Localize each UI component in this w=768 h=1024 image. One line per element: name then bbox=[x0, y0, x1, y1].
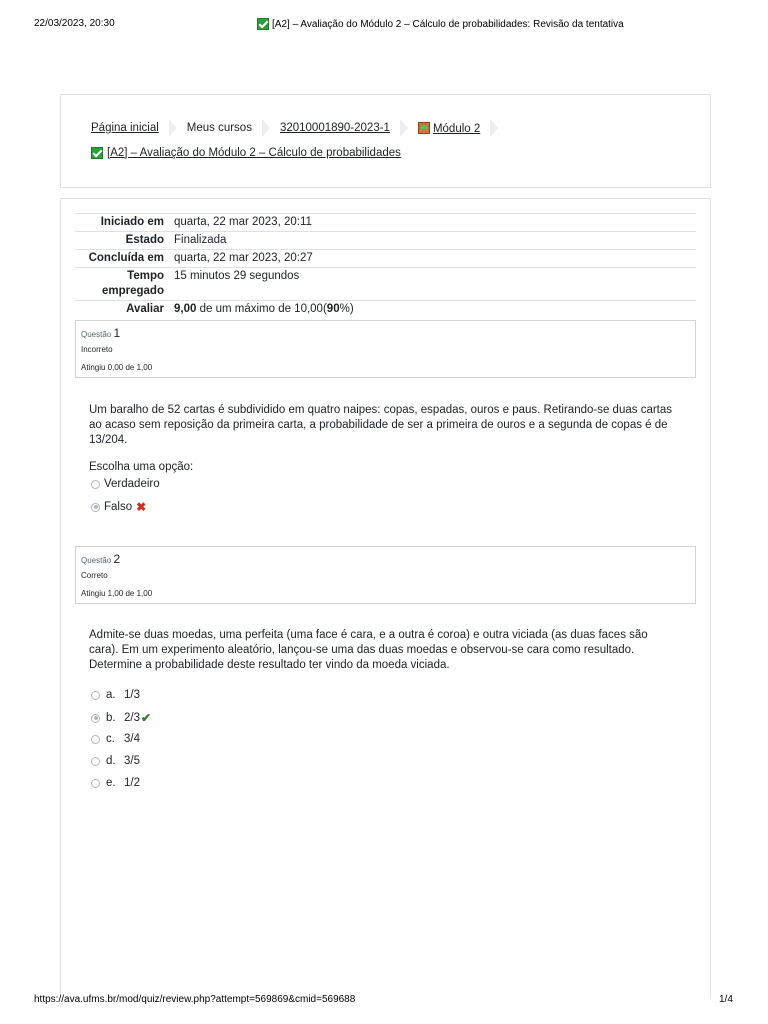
grade-percent: 90 bbox=[326, 303, 340, 315]
grade-score: 9,00 bbox=[174, 303, 197, 315]
option-letter: e. bbox=[106, 777, 116, 789]
attempt-summary-table bbox=[75, 213, 696, 318]
question-prefix: Questão bbox=[81, 556, 112, 565]
question-number-value: 2 bbox=[113, 552, 121, 566]
summary-row-time-taken bbox=[75, 267, 696, 300]
question-2-text: Admite-se duas moedas, uma perfeita (uma face é cara, e a outra é coroa) e outra viciada (as duas faces são cara). Em um experimento aleatório, lançou-se uma das duas moedas e observou-se cara como resultado. Determine a probabilidade deste resultado ter vindo da moeda viciada. bbox=[89, 629, 648, 671]
question-grade: Atingiu 1,00 de 1,00 bbox=[81, 589, 153, 598]
radio-button-checked[interactable] bbox=[91, 714, 100, 723]
grade-max-text: de um máximo de 10,00( bbox=[196, 303, 327, 315]
option-label: 3/5 bbox=[124, 755, 140, 767]
radio-button[interactable] bbox=[91, 480, 100, 489]
summary-label: Estado bbox=[125, 234, 164, 246]
option-letter: a. bbox=[106, 689, 116, 701]
grade-percent-suffix: %) bbox=[339, 303, 354, 315]
option-label: 3/4 bbox=[124, 733, 140, 745]
summary-value: 15 minutos 29 segundos bbox=[174, 270, 300, 282]
option-label: Falso bbox=[104, 501, 133, 513]
page-header-card bbox=[60, 94, 711, 188]
radio-button[interactable] bbox=[91, 691, 100, 700]
summary-value: Finalizada bbox=[174, 234, 227, 246]
summary-label: Tempo empregado bbox=[102, 270, 164, 297]
question-number-value: 1 bbox=[113, 326, 121, 340]
summary-row-completed bbox=[75, 249, 696, 267]
summary-row-state bbox=[75, 231, 696, 249]
question-1-text: Um baralho de 52 cartas é subdividido em quatro naipes: copas, espadas, ouros e paus. Retirando-se duas cartas ao acaso sem reposição da primeira carta, a probabilidade de ser a primeira de ouros e a segunda de copas é de 13/204. bbox=[89, 404, 673, 446]
option-letter: c. bbox=[106, 733, 115, 745]
breadcrumb-module-label: Módulo 2 bbox=[432, 122, 481, 135]
radio-button[interactable] bbox=[91, 779, 100, 788]
quiz-title-text: [A2] – Avaliação do Módulo 2 – Cálculo de probabilidades bbox=[107, 147, 401, 159]
question-prefix: Questão bbox=[81, 330, 112, 339]
breadcrumb-my-courses: Meus cursos bbox=[186, 122, 252, 134]
quiz-checkbox-icon bbox=[91, 147, 103, 159]
summary-value: quarta, 22 mar 2023, 20:11 bbox=[174, 216, 312, 228]
radio-button-checked[interactable] bbox=[91, 503, 100, 512]
question-2-option-d[interactable] bbox=[91, 755, 140, 767]
summary-grade-value bbox=[174, 301, 696, 318]
module-book-icon bbox=[418, 122, 430, 134]
print-page-number: 1/4 bbox=[719, 994, 733, 1005]
print-url: https://ava.ufms.br/mod/quiz/review.php?attempt=569869&cmid=569688 bbox=[34, 994, 356, 1005]
summary-value: quarta, 22 mar 2023, 20:27 bbox=[174, 252, 313, 264]
question-2-option-c[interactable] bbox=[91, 733, 140, 745]
question-state: Incorreto bbox=[81, 345, 113, 354]
breadcrumb-module-link[interactable] bbox=[418, 122, 480, 135]
checkbox-checked-icon bbox=[257, 18, 269, 30]
breadcrumb bbox=[91, 119, 508, 137]
review-content bbox=[60, 198, 711, 998]
summary-row-grade bbox=[75, 300, 696, 318]
correct-check-icon: ✔ bbox=[141, 711, 152, 725]
breadcrumb-separator-icon bbox=[262, 119, 270, 137]
print-datetime: 22/03/2023, 20:30 bbox=[34, 18, 115, 29]
breadcrumb-separator-icon bbox=[490, 119, 498, 137]
option-letter: b. bbox=[106, 712, 116, 724]
incorrect-x-icon: ✖ bbox=[136, 500, 147, 514]
print-title-text: [A2] – Avaliação do Módulo 2 – Cálculo de probabilidades: Revisão da tentativa bbox=[272, 18, 624, 30]
radio-button[interactable] bbox=[91, 735, 100, 744]
radio-button[interactable] bbox=[91, 757, 100, 766]
option-label: 2/3 bbox=[124, 712, 140, 724]
question-number bbox=[81, 326, 690, 340]
question-number bbox=[81, 552, 690, 566]
question-2-option-a[interactable] bbox=[91, 689, 140, 701]
quiz-title-link[interactable] bbox=[91, 147, 401, 159]
summary-label: Avaliar bbox=[126, 303, 164, 315]
summary-row-started bbox=[75, 213, 696, 231]
question-2-option-b[interactable] bbox=[91, 711, 151, 725]
breadcrumb-separator-icon bbox=[169, 119, 177, 137]
breadcrumb-separator-icon bbox=[400, 119, 408, 137]
option-label: 1/2 bbox=[124, 777, 140, 789]
question-state: Correto bbox=[81, 571, 108, 580]
question-2-option-e[interactable] bbox=[91, 777, 140, 789]
question-1-option-true[interactable] bbox=[91, 478, 160, 490]
question-2-info bbox=[75, 546, 696, 604]
option-label: Verdadeiro bbox=[104, 478, 160, 490]
option-label: 1/3 bbox=[124, 689, 140, 701]
question-grade: Atingiu 0,00 de 1,00 bbox=[81, 363, 153, 372]
summary-label: Iniciado em bbox=[100, 216, 164, 228]
option-letter: d. bbox=[106, 755, 116, 767]
question-1-option-false[interactable] bbox=[91, 500, 146, 514]
question-1-prompt: Escolha uma opção: bbox=[89, 461, 194, 473]
breadcrumb-course-link[interactable]: 32010001890-2023-1 bbox=[279, 122, 390, 134]
breadcrumb-home-link[interactable]: Página inicial bbox=[91, 122, 159, 134]
summary-label: Concluída em bbox=[88, 252, 164, 264]
question-1-info bbox=[75, 320, 696, 378]
print-title bbox=[257, 18, 624, 30]
